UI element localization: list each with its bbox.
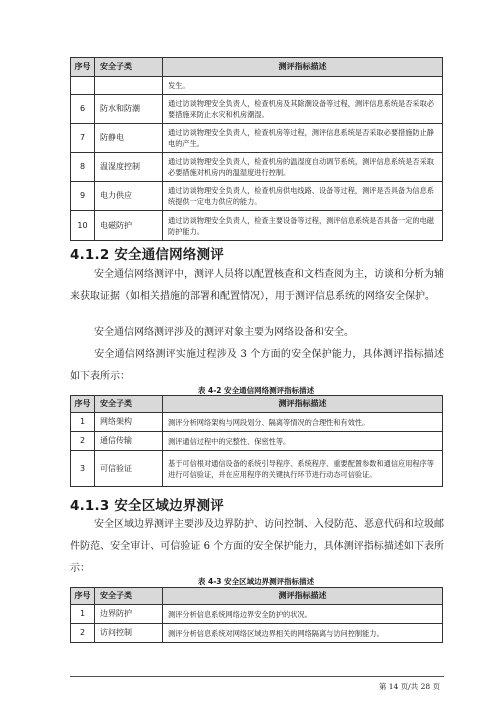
continued-text: 发生。 (163, 77, 443, 95)
page-number: 第 14 页/共 28 页 (378, 682, 440, 691)
table-row: 1 边界防护 测评分析信息系统网络边界安全防护的状况。 (71, 605, 443, 624)
table-header-row: 序号 安全子类 测评指标描述 (71, 396, 443, 413)
table-area-boundary (70, 587, 443, 643)
table-physical-security (70, 57, 443, 241)
section-heading-4-1-2: 4.1.2 安全通信网络测评 (70, 247, 224, 263)
table-row: 9 电力供应 通过访谈物理安全负责人，检查机房供电线路、设备等过程，测评是否具备为信息系统提供一定电力供应的能力。 (71, 182, 443, 211)
header-subclass: 安全子类 (95, 58, 163, 77)
paragraph: 安全通信网络测评中，测评人员将以配置核查和文档查阅为主，访谈和分析为辅来获取证据（如相关措施的部署和配置情况），用于测评信息系统的网络安全保护。 (70, 269, 444, 302)
table-caption: 表 4-2 安全通信网络测评指标描述 (197, 386, 315, 395)
table-row: 7 防静电 通过访谈物理安全负责人，检查机房等过程，测评信息系统是否采取必要措施防止静电的产生。 (71, 124, 443, 153)
table-row: 10 电磁防护 通过访谈物理安全负责人，检查主要设备等过程，测评信息系统是否具备一定的电磁防护能力。 (71, 211, 443, 241)
table-row: 3 可信验证 基于可信根对通信设备的系统引导程序、系统程序、重要配置参数和通信应用程序等进行可信验证，并在应用程序的关键执行环节进行动态可信验证。 (71, 451, 443, 487)
table-network-communication (70, 395, 443, 487)
header-num: 序号 (71, 58, 95, 77)
section-heading-4-1-3: 4.1.3 安全区域边界测评 (70, 498, 224, 514)
table-row: 2 通信传输 测评通信过程中的完整性、保密性等。 (71, 432, 443, 451)
paragraph: 安全区域边界测评主要涉及边界防护、访问控制、入侵防范、恶意代码和垃圾邮件防范、安全审计、可信验证 6 个方面的安全保护能力，具体测评指标描述如下表所示： (70, 519, 444, 574)
table-row: 8 温湿度控制 通过访谈物理安全负责人，检查机房的温湿度自动调节系统，测评信息系统是否采取必要措施对机房内的温湿度进行控制。 (71, 153, 443, 182)
header-desc: 测评指标描述 (163, 58, 443, 77)
table-row (71, 77, 443, 95)
table-row: 6 防水和防潮 通过访谈物理安全负责人，检查机房及其除潮设备等过程，测评信息系统是否采取必要措施来防止水灾和机房潮湿。 (71, 95, 443, 124)
paragraph: 安全通信网络测评实施过程涉及 3 个方面的安全保护能力，具体测评指标描述如下表所示： (70, 349, 444, 382)
footer-divider (70, 676, 444, 677)
table-caption: 表 4-3 安全区域边界测评指标描述 (197, 577, 315, 586)
table-row: 1 网络架构 测评分析网络架构与网段划分、隔离等情况的合理性和有效性。 (71, 413, 443, 432)
table-header-row (71, 58, 443, 77)
table-row: 2 访问控制 测评分析信息系统对网络区域边界相关的网络隔离与访问控制能力。 (71, 624, 443, 643)
table-header-row: 序号 安全子类 测评指标描述 (71, 588, 443, 605)
paragraph: 安全通信网络测评涉及的测评对象主要为网络设备和安全。 (94, 327, 354, 338)
